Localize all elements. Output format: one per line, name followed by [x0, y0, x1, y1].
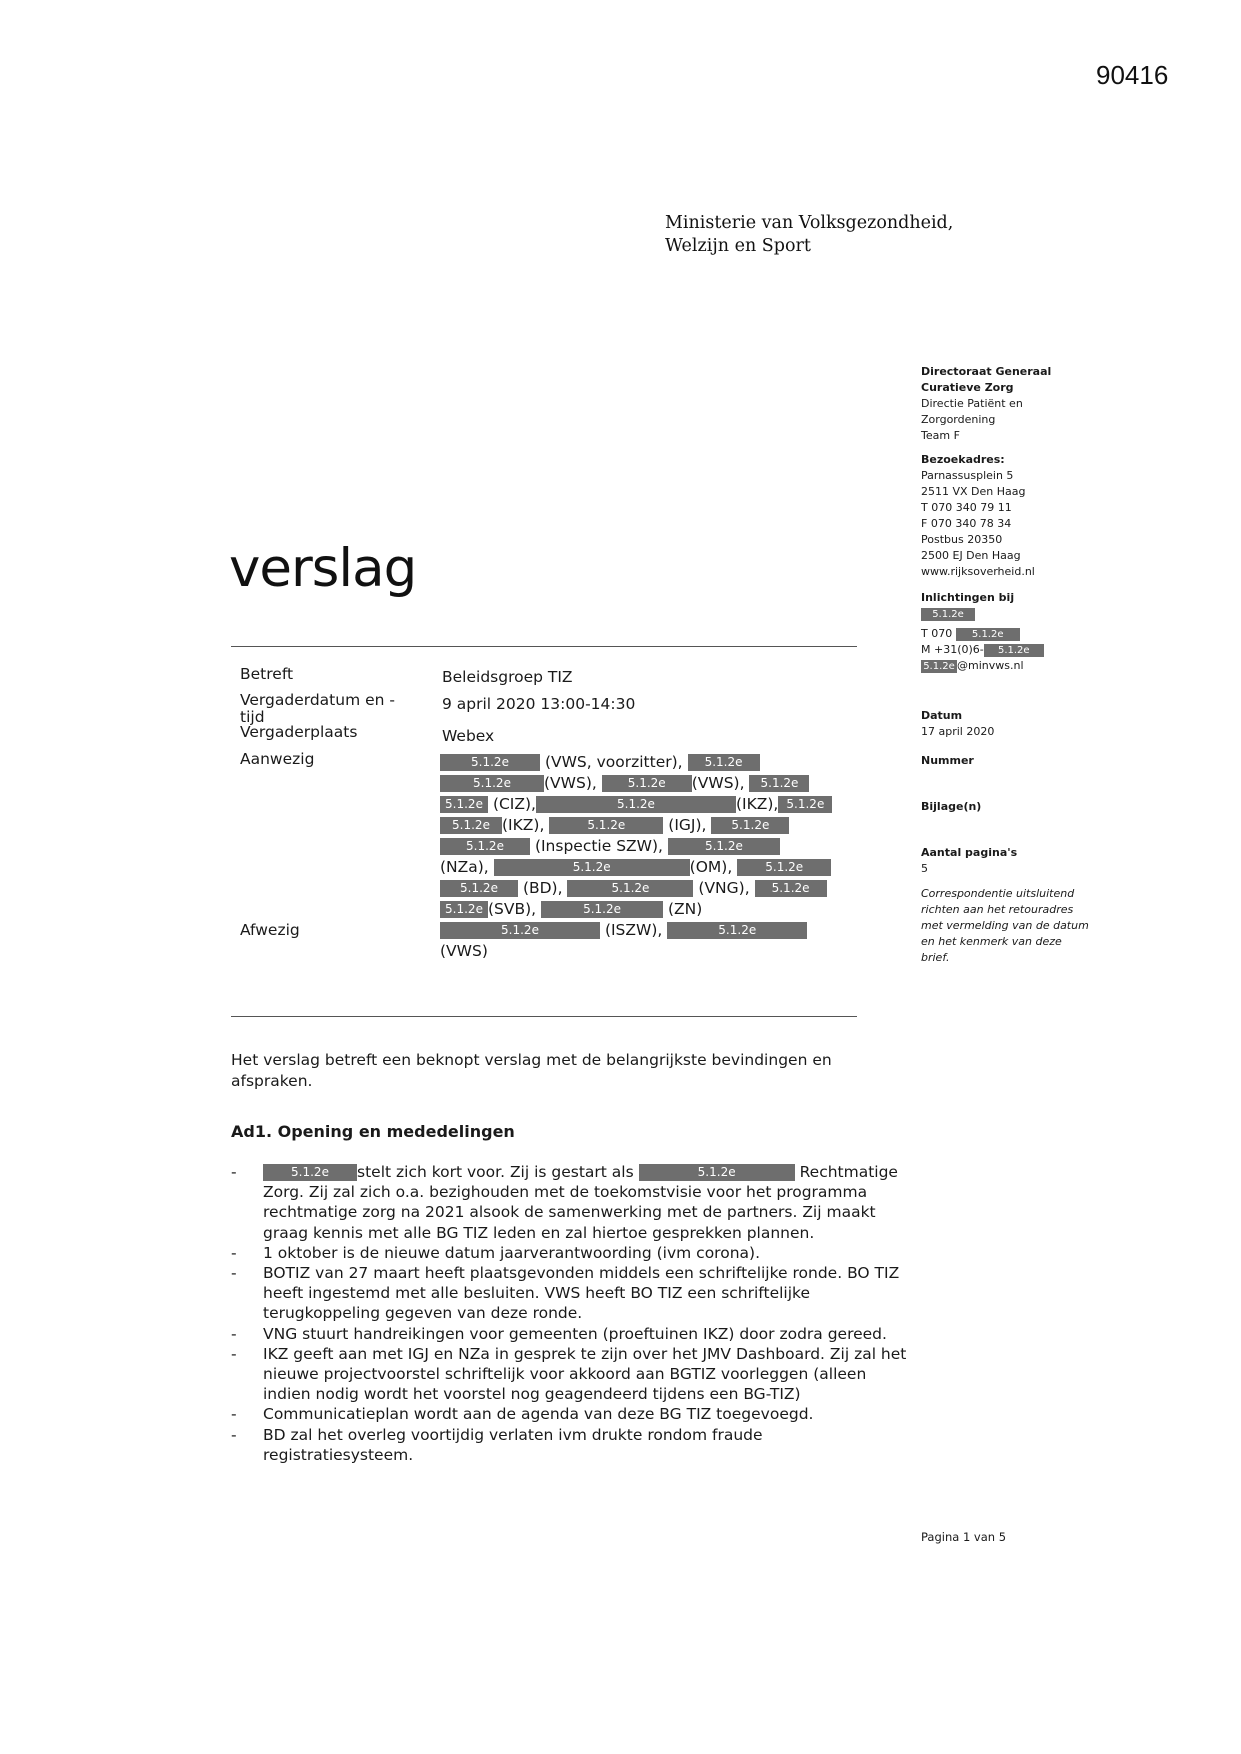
list-item	[231, 1162, 911, 1243]
redacted-block: 5.1.2e	[755, 880, 827, 897]
paginas-value: 5	[921, 862, 928, 875]
betreft-value: Beleidsgroep TIZ	[442, 668, 573, 686]
redacted-block: 5.1.2e	[263, 1164, 357, 1181]
list-item	[231, 1324, 911, 1344]
attendee-org: (BD),	[522, 879, 563, 897]
redacted-block: 5.1.2e	[536, 796, 736, 813]
address-line: 2500 EJ Den Haag	[921, 549, 1021, 562]
ministry-line-1: Ministerie van Volksgezondheid,	[665, 213, 954, 233]
note-line: brief.	[921, 951, 950, 964]
org-line-1: Directoraat Generaal	[921, 365, 1052, 378]
sidebar-inlichtingen	[921, 590, 1121, 674]
attendee-org: (VWS),	[691, 774, 745, 792]
redacted-block: 5.1.2e	[711, 817, 789, 834]
redacted-block: 5.1.2e	[541, 901, 663, 918]
address-line: Parnassusplein 5	[921, 469, 1014, 482]
sidebar-paginas	[921, 845, 1121, 877]
absentee-org: (VWS)	[440, 942, 488, 960]
attendee-org: (IGJ),	[668, 816, 707, 834]
vergaderdatum-label-line-2: tijd	[240, 708, 265, 726]
absentees-line-1	[440, 920, 807, 941]
attendee-org: (IKZ),	[502, 816, 545, 834]
sidebar-address	[921, 452, 1121, 580]
sidebar-nummer	[921, 753, 1121, 769]
bijlage-label: Bijlage(n)	[921, 800, 982, 813]
absentees-line-2	[440, 941, 488, 962]
attendees-line-1	[440, 752, 760, 773]
note-line: Correspondentie uitsluitend	[921, 887, 1075, 900]
ministry-name	[665, 212, 953, 258]
bullet-text: IKZ geeft aan met IGJ en NZa in gesprek te zijn over het JMV Dashboard. Zij zal het nieuwe projectvoorstel schriftelijk voor akkoord aan BGTIZ voorleggen (alleen indien nodig wordt het voorstel nog geagendeerd tijdens een BG-TIZ)	[263, 1344, 907, 1404]
bullet-dash: -	[231, 1425, 237, 1444]
attendees-line-6	[440, 857, 831, 878]
bullet-text: BOTIZ van 27 maart heeft plaatsgevonden middels een schriftelijke ronde. BO TIZ heeft ingestemd met alle besluiten. VWS heeft BO TIZ een schriftelijke terugkoppeling gegeven van deze ronde.	[263, 1264, 900, 1323]
redacted-block: 5.1.2e	[440, 838, 530, 855]
attendee-org: (VNG),	[698, 879, 750, 897]
betreft-label: Betreft	[240, 665, 294, 683]
bullet-dash: -	[231, 1324, 237, 1343]
list-item	[231, 1243, 911, 1263]
attendees-line-2	[440, 773, 809, 794]
attendee-org: (NZa),	[440, 858, 489, 876]
datum-value: 17 april 2020	[921, 725, 995, 738]
document-number: 90416	[1096, 60, 1169, 90]
redacted-block: 5.1.2e	[921, 608, 975, 621]
redacted-block: 5.1.2e	[737, 859, 831, 876]
sidebar-note	[921, 886, 1121, 966]
bullet-dash: -	[231, 1405, 237, 1424]
bullet-text: Communicatieplan wordt aan de agenda van deze BG TIZ toegevoegd.	[263, 1405, 814, 1424]
attendee-org: (OM),	[689, 858, 733, 876]
bullet-dash: -	[231, 1344, 237, 1363]
redacted-block: 5.1.2e	[749, 775, 809, 792]
redacted-block: 5.1.2e	[494, 859, 690, 876]
attendee-org: (CIZ),	[492, 795, 536, 813]
redacted-block: 5.1.2e	[688, 754, 760, 771]
redacted-block: 5.1.2e	[440, 754, 540, 771]
bullet-text: 1 oktober is de nieuwe datum jaarverantwoording (ivm corona).	[263, 1243, 760, 1262]
redacted-block: 5.1.2e	[549, 817, 663, 834]
dept-line-2: Zorgordening	[921, 413, 996, 426]
list-item	[231, 1425, 911, 1465]
section-heading: Ad1. Opening en mededelingen	[231, 1122, 515, 1141]
redacted-block: 5.1.2e	[440, 880, 518, 897]
redacted-block: 5.1.2e	[440, 901, 488, 918]
attendee-org: (Inspectie SZW),	[534, 837, 663, 855]
website-link[interactable]: www.rijksoverheid.nl	[921, 565, 1035, 578]
bullet-list	[231, 1162, 911, 1465]
attendees-line-7	[440, 878, 827, 899]
org-line-2: Curatieve Zorg	[921, 381, 1014, 394]
nummer-label: Nummer	[921, 754, 974, 767]
list-item	[231, 1344, 911, 1405]
ministry-line-2: Welzijn en Sport	[665, 236, 811, 256]
attendee-org: (SVB),	[488, 900, 537, 918]
aanwezig-label: Aanwezig	[240, 750, 315, 768]
sidebar-datum	[921, 708, 1121, 740]
sidebar-organisation	[921, 364, 1121, 444]
vergaderdatum-value: 9 april 2020 13:00-14:30	[442, 695, 636, 713]
dept-line-3: Team F	[921, 429, 960, 442]
redacted-block: 5.1.2e	[567, 880, 693, 897]
email-suffix: @minvws.nl	[957, 659, 1024, 672]
phone-m-label: M +31(0)6-	[921, 643, 984, 656]
attendee-org: (VWS, voorzitter),	[544, 753, 683, 771]
redacted-block: 5.1.2e	[921, 660, 957, 673]
bullet-dash: -	[231, 1264, 237, 1283]
paginas-label: Aantal pagina's	[921, 846, 1018, 859]
absentee-org: (ISZW),	[604, 921, 663, 939]
afwezig-label: Afwezig	[240, 921, 300, 939]
attendee-org: (IKZ),	[735, 795, 779, 813]
page-number: Pagina 1 van 5	[921, 1530, 1007, 1544]
address-line: T 070 340 79 11	[921, 501, 1012, 514]
divider-bottom	[231, 1016, 857, 1017]
redacted-block: 5.1.2e	[956, 628, 1020, 641]
note-line: met vermelding van de datum	[921, 919, 1089, 932]
bullet-text: VNG stuurt handreikingen voor gemeenten (proeftuinen IKZ) door zodra gereed.	[263, 1324, 887, 1343]
attendees-line-8	[440, 899, 702, 920]
vergaderplaats-value: Webex	[442, 727, 495, 745]
redacted-block: 5.1.2e	[440, 796, 488, 813]
address-line: 2511 VX Den Haag	[921, 485, 1026, 498]
document-title: verslag	[229, 538, 417, 599]
redacted-block: 5.1.2e	[667, 922, 807, 939]
vergaderplaats-label: Vergaderplaats	[240, 723, 358, 741]
redacted-block: 5.1.2e	[440, 817, 502, 834]
phone-t-label: T 070	[921, 627, 953, 640]
bullet-dash: -	[231, 1163, 237, 1181]
attendees-line-5	[440, 836, 780, 857]
bullet-text: stelt zich kort voor. Zij is gestart als	[357, 1163, 634, 1181]
redacted-block: 5.1.2e	[440, 922, 600, 939]
vergaderdatum-label-line-1: Vergaderdatum en -	[240, 691, 395, 709]
redacted-block: 5.1.2e	[639, 1164, 795, 1181]
intro-paragraph: Het verslag betreft een beknopt verslag met de belangrijkste bevindingen en afspraken.	[231, 1051, 832, 1090]
datum-label: Datum	[921, 709, 963, 722]
inlichtingen-label: Inlichtingen bij	[921, 591, 1015, 604]
bullet-dash: -	[231, 1243, 237, 1262]
redacted-block: 5.1.2e	[602, 775, 692, 792]
address-line: F 070 340 78 34	[921, 517, 1012, 530]
dept-line-1: Directie Patiënt en	[921, 397, 1023, 410]
list-item	[231, 1263, 911, 1324]
attendees-line-4	[440, 815, 789, 836]
bullet-text: BD zal het overleg voortijdig verlaten ivm drukte rondom fraude registratiesysteem.	[263, 1425, 763, 1464]
bullet-text: Rechtmatige Zorg. Zij zal zich o.a. bezighouden met de toekomstvisie voor het programma rechtmatige zorg na 2021 alsook de samenwerking met de partners. Zij maakt graag kennis met alle BG TIZ leden en zal hiertoe gesprekken plannen.	[263, 1163, 898, 1242]
list-item	[231, 1404, 911, 1424]
vergaderdatum-label	[240, 692, 395, 726]
bezoekadres-label: Bezoekadres:	[921, 453, 1005, 466]
attendees-line-3	[440, 794, 832, 815]
note-line: richten aan het retouradres	[921, 903, 1074, 916]
note-line: en het kenmerk van deze	[921, 935, 1062, 948]
divider-top	[231, 646, 857, 647]
redacted-block: 5.1.2e	[668, 838, 780, 855]
redacted-block: 5.1.2e	[440, 775, 544, 792]
redacted-block: 5.1.2e	[984, 644, 1044, 657]
sidebar-bijlage	[921, 799, 1121, 815]
attendee-org: (ZN)	[667, 900, 703, 918]
address-line: Postbus 20350	[921, 533, 1003, 546]
redacted-block: 5.1.2e	[778, 796, 832, 813]
attendee-org: (VWS),	[544, 774, 597, 792]
